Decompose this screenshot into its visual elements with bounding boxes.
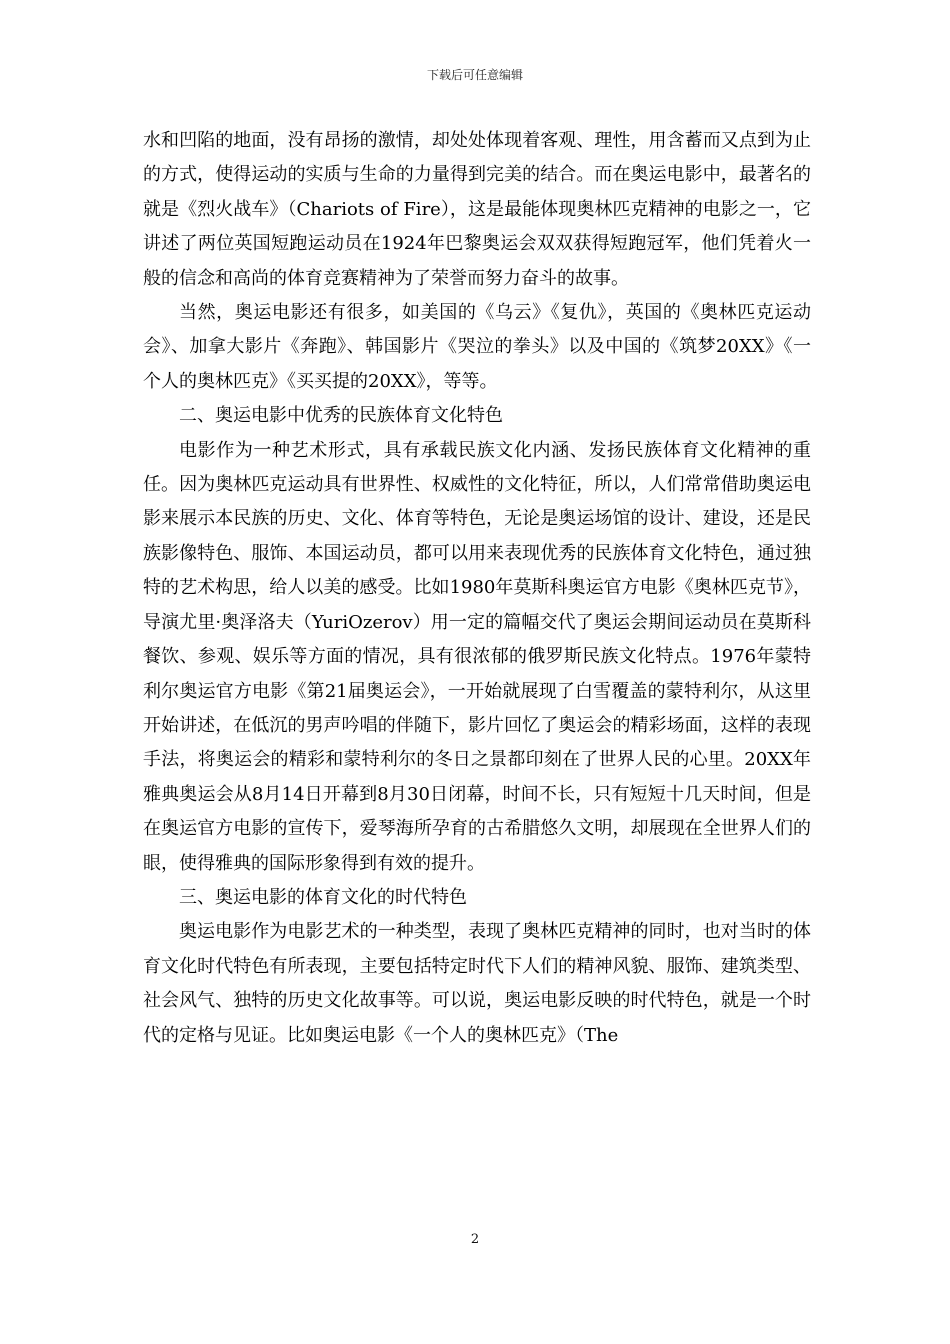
document-body [143, 124, 811, 1053]
paragraph-other-films: 当然，奥运电影还有很多，如美国的《乌云》《复仇》，英国的《奥林匹克运动会》、加拿大影片《奔跑》、韩国影片《哭泣的拳头》以及中国的《筑梦20XX》《一个人的奥林匹克》《买买提的20XX》，等等。 [143, 302, 811, 392]
paragraph-era-features: 奥运电影作为电影艺术的一种类型，表现了奥林匹克精神的同时，也对当时的体育文化时代特色有所表现，主要包括特定时代下人们的精神风貌、服饰、建筑类型、社会风气、独特的历史文化故事等。可以说，奥运电影反映的时代特色，就是一个时代的定格与见证。比如奥运电影《一个人的奥林匹克》（The [143, 921, 811, 1046]
section-heading-3: 三、奥运电影的体育文化的时代特色 [179, 886, 467, 908]
page-number: 2 [470, 1232, 480, 1247]
paragraph-national-culture: 电影作为一种艺术形式，具有承载民族文化内涵、发扬民族体育文化精神的重任。因为奥林匹克运动具有世界性、权威性的文化特征，所以，人们常常借助奥运电影来展示本民族的历史、文化、体育等特色，无论是奥运场馆的设计、建设，还是民族影像特色、服饰、本国运动员，都可以用来表现优秀的民族体育文化特色，通过独特的艺术构思，给人以美的感受。比如1980年莫斯科奥运官方电影《奥林匹克节》，导演尤里·奥泽洛夫（YuriOzerov）用一定的篇幅交代了奥运会期间运动员在莫斯科餐饮、参观、娱乐等方面的情况，具有很浓郁的俄罗斯民族文化特点。1976年蒙特利尔奥运官方电影《第21届奥运会》，一开始就展现了白雪覆盖的蒙特利尔，从这里开始讲述，在低沉的男声吟唱的伴随下，影片回忆了奥运会的精彩场面，这样的表现手法，将奥运会的精彩和蒙特利尔的冬日之景都印刻在了世界人民的心里。20XX年雅典奥运会从8月14日开幕到8月30日闭幕，时间不长，只有短短十几天时间，但是在奥运官方电影的宣传下，爱琴海所孕育的古希腊悠久文明，却展现在全世界人们的眼，使得雅典的国际形象得到有效的提升。 [143, 439, 811, 874]
paragraph-continuation: 水和凹陷的地面，没有昂扬的激情，却处处体现着客观、理性，用含蓄而又点到为止的方式，使得运动的实质与生命的力量得到完美的结合。而在奥运电影中，最著名的就是《烈火战车》（Chariots of Fire），这是最能体现奥林匹克精神的电影之一，它讲述了两位英国短跑运动员在1924年巴黎奥运会双双获得短跑冠军，他们凭着火一般的信念和高尚的体育竞赛精神为了荣誉而努力奋斗的故事。 [143, 130, 811, 289]
page-header: 下载后可任意编辑 [426, 68, 523, 82]
section-heading-2: 二、奥运电影中优秀的民族体育文化特色 [179, 405, 503, 427]
